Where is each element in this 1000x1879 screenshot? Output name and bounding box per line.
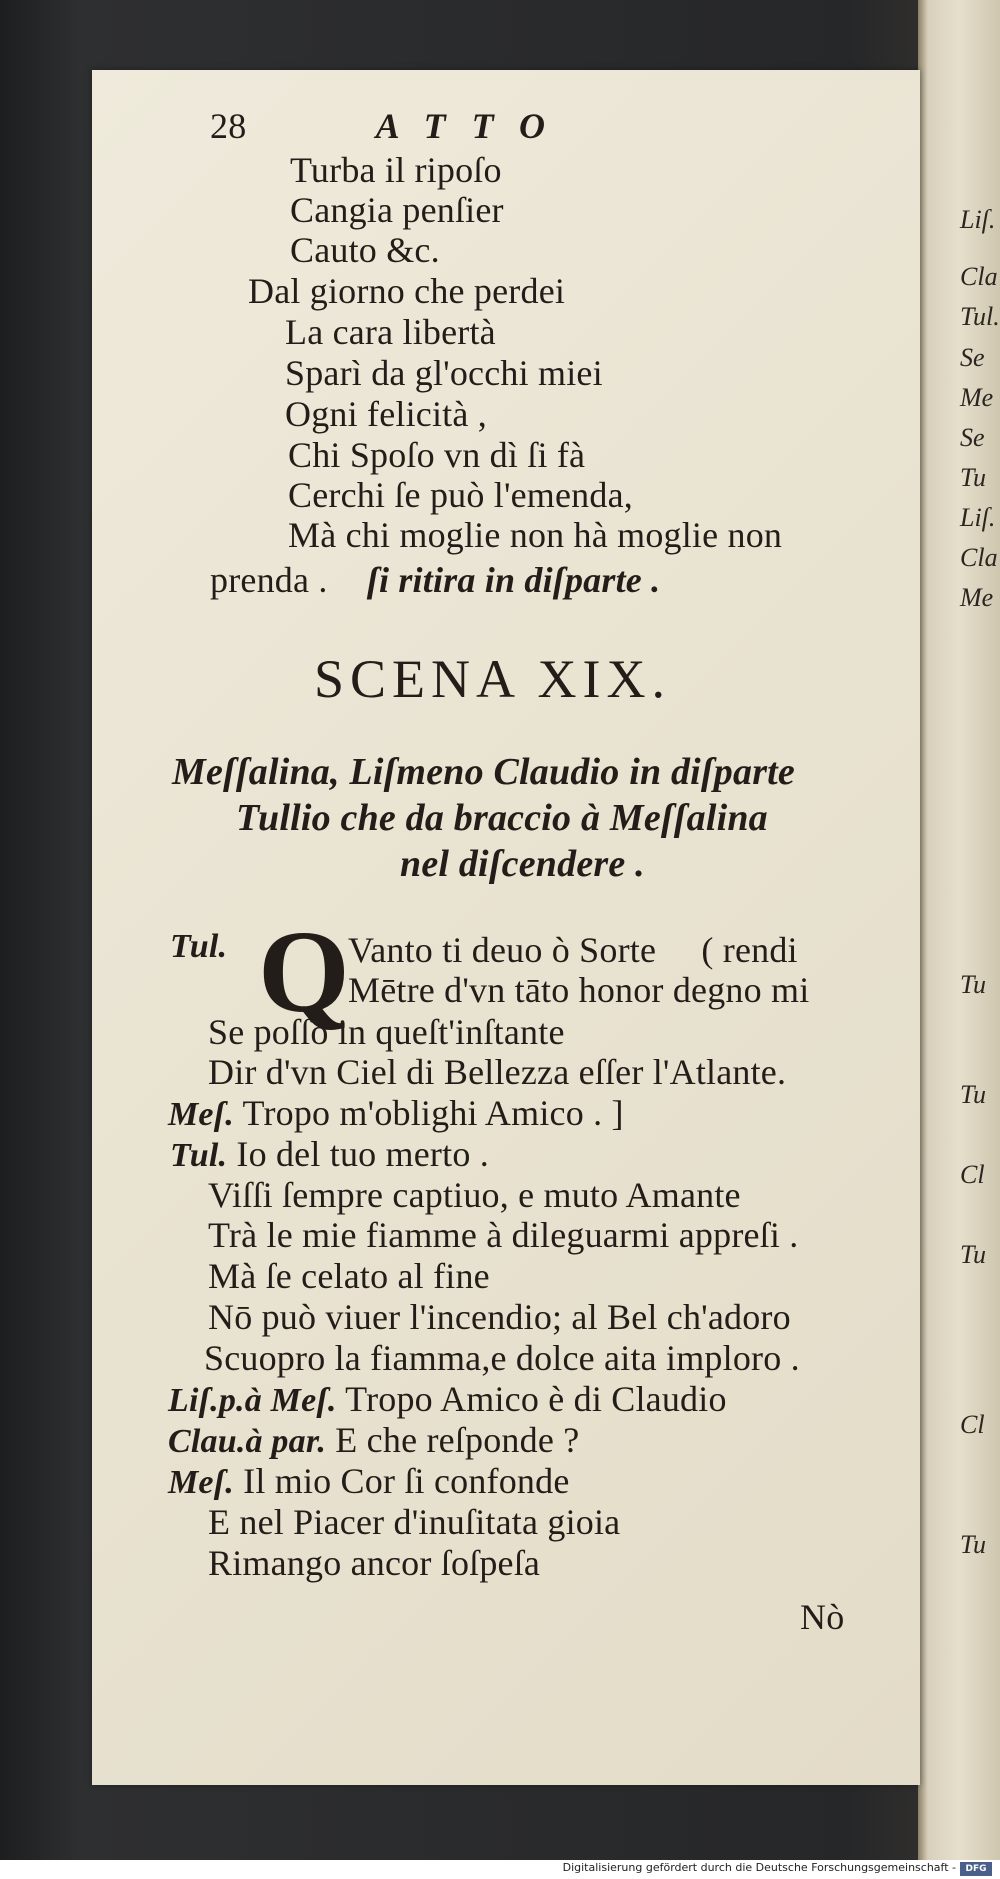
dialogue-text: Scuopro la fiamma,e dolce aita imploro . [204, 1338, 800, 1378]
dialogue-text: Mà ſe celato al fine [208, 1256, 490, 1296]
cast-line: Meſſalina, Liſmeno Claudio in diſparte [172, 751, 796, 793]
catchword: Nò [800, 1597, 845, 1637]
dialogue-line [208, 1502, 620, 1542]
speaker-label: Tul. [170, 928, 228, 965]
closing-line [210, 560, 660, 600]
verse-line: Dal giorno che perdei [248, 271, 566, 311]
dialogue-text: Vanto ti deuo ò Sorte [348, 930, 657, 970]
dialogue-line [208, 1297, 791, 1337]
dialogue-text: E che reſponde ? [335, 1420, 580, 1460]
closing-line-text: prenda . [210, 560, 328, 600]
dialogue-text: Il mio Cor ſi confonde [243, 1461, 570, 1501]
digitization-credit: Digitalisierung gefördert durch die Deutsche Forschungsgemeinschaft - [562, 1861, 956, 1874]
dialogue-line [208, 1215, 799, 1255]
next-page-fragment: Liſ. [960, 503, 996, 532]
dialogue-line [208, 1052, 786, 1092]
next-page-fragment: Tu [960, 1080, 987, 1109]
verse-line: Ogni felicità , [285, 394, 487, 434]
running-header [210, 105, 571, 147]
dialogue-line [170, 1134, 489, 1176]
dialogue-line [348, 930, 798, 970]
dialogue-text: Rimango ancor ſoſpeſa [208, 1543, 541, 1583]
adjacent-page-strip [918, 0, 1000, 1860]
dialogue-line [208, 1543, 540, 1583]
verse-line: Sparì da gl'occhi miei [285, 353, 603, 393]
dialogue-line [168, 1420, 579, 1462]
next-page-fragment: Cla [960, 262, 998, 291]
next-page-fragment: Se [960, 423, 985, 452]
verse-line: Cauto &c. [290, 230, 440, 270]
dialogue-text: Tropo m'oblighi Amico . ] [242, 1093, 624, 1133]
dialogue-line [168, 1093, 624, 1135]
dfg-logo: DFG [960, 1862, 992, 1876]
dialogue-text: Io del tuo merto . [236, 1134, 489, 1174]
dialogue-line [168, 1379, 727, 1421]
dialogue-text: Tropo Amico è di Claudio [345, 1379, 727, 1419]
dialogue-text: Trà le mie fiamme à dileguarmi appreſi . [208, 1215, 799, 1255]
next-page-fragment: Cl [960, 1410, 985, 1439]
dialogue-line [204, 1338, 800, 1378]
cast-line: nel diſcendere . [400, 843, 645, 885]
dialogue-line [208, 1256, 490, 1296]
verse-line: Chi Spoſo vn dì ſi fà [288, 435, 586, 475]
scene-title: SCENA XIX. [314, 649, 672, 709]
speaker-label: Clau.à par. [168, 1423, 327, 1460]
speaker-label: Tul. [170, 1137, 228, 1174]
verse-line: Cerchi ſe può l'emenda, [288, 475, 633, 515]
next-page-fragment: Tu [960, 970, 987, 999]
drop-cap-letter: Q [258, 906, 350, 1037]
cast-line: Tullio che da braccio à Meſſalina [236, 797, 768, 839]
speaker-label: Meſ. [168, 1464, 234, 1501]
next-page-fragment: Tul. [960, 302, 1000, 331]
next-page-fragment: Tu [960, 1530, 987, 1559]
next-page-fragment: Me [960, 583, 994, 612]
next-page-fragment: Se [960, 343, 985, 372]
next-page-fragment: Me [960, 383, 994, 412]
stage-direction: ſi ritira in diſparte . [366, 560, 661, 600]
dialogue-text: E nel Piacer d'inuſitata gioia [208, 1502, 621, 1542]
dialogue-line [208, 1175, 741, 1215]
dialogue-text: Se poſſo in queſt'inſtante [208, 1012, 565, 1052]
dialogue-text: Dir d'vn Ciel di Bellezza eſſer l'Atlante. [208, 1052, 787, 1092]
next-page-fragment: Liſ. [960, 205, 996, 234]
verse-line: Cangia penſier [290, 190, 504, 230]
dialogue-line: Mētre d'vn tāto honor degno mi [348, 970, 810, 1010]
speaker-label: Meſ. [168, 1096, 234, 1133]
verse-line: Mà chi moglie non hà moglie non [288, 515, 783, 555]
next-page-fragment: Tu [960, 1240, 987, 1269]
next-page-fragment: Tu [960, 463, 987, 492]
speaker-label: Liſ.p.à Meſ. [168, 1382, 337, 1419]
dialogue-line [168, 1461, 570, 1503]
next-page-fragment: Cla [960, 543, 998, 572]
running-title: ATTO [375, 106, 571, 146]
dialogue-text: Viſſi ſempre captiuo, e muto Amante [208, 1175, 741, 1215]
page-number: 28 [210, 106, 247, 146]
verse-line: La cara libertà [285, 312, 496, 352]
dialogue-text-tail: ( rendi [701, 930, 798, 970]
dialogue-line [208, 1012, 565, 1052]
verse-line: Turba il ripoſo [290, 150, 502, 190]
next-page-fragment: Cl [960, 1160, 985, 1189]
dialogue-text: Nō può viuer l'incendio; al Bel ch'adoro [208, 1297, 791, 1337]
